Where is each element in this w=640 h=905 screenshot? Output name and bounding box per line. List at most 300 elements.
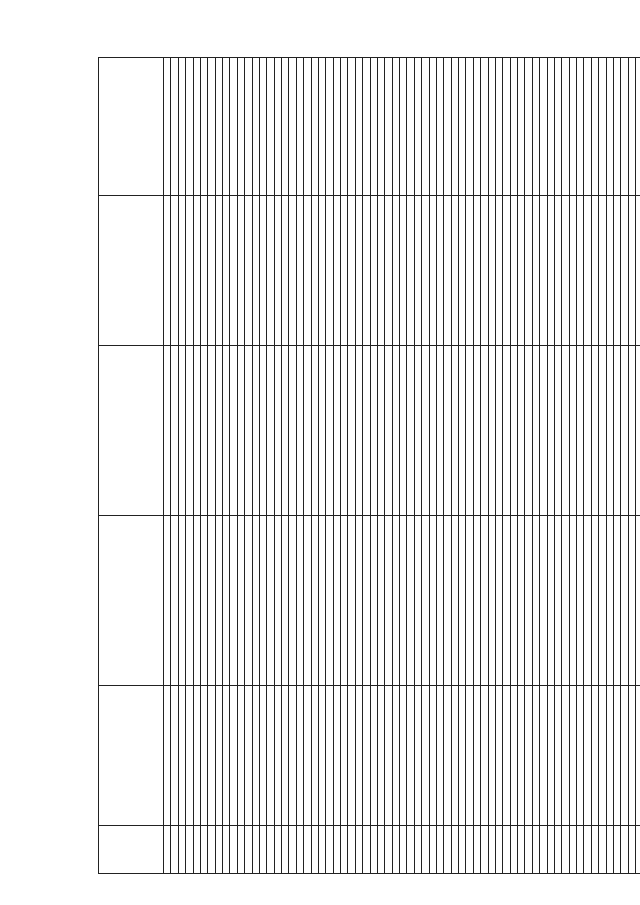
- cell-comms: [392, 58, 399, 196]
- table-row: [414, 58, 421, 874]
- cell-district: [577, 516, 584, 686]
- cell-district: [274, 516, 281, 686]
- cell-district: [540, 516, 547, 686]
- cell-subject: [385, 686, 392, 826]
- cell-subject: [178, 686, 185, 826]
- cell-locality: [488, 196, 495, 346]
- cell-comms: [186, 58, 193, 196]
- cell-district: [252, 516, 259, 686]
- cell-comms: [164, 58, 171, 196]
- cell-subject: [459, 686, 466, 826]
- cell-locality: [164, 196, 171, 346]
- cell-subject: [392, 686, 399, 826]
- cell-number: [466, 826, 473, 874]
- cell-subject: [510, 686, 517, 826]
- cell-subject: [282, 686, 289, 826]
- cell-comms: [510, 58, 517, 196]
- cell-number: [208, 826, 215, 874]
- cell-comms: [451, 58, 458, 196]
- cell-subject: [341, 686, 348, 826]
- cell-settlement: [540, 346, 547, 516]
- table-row: [422, 58, 429, 874]
- cell-number: [444, 826, 451, 874]
- table-row: [363, 58, 370, 874]
- table-row: [237, 58, 244, 874]
- cell-subject: [577, 686, 584, 826]
- cell-number: [503, 826, 510, 874]
- cell-settlement: [547, 346, 554, 516]
- cell-settlement: [186, 346, 193, 516]
- cell-number: [193, 826, 200, 874]
- cell-settlement: [252, 346, 259, 516]
- cell-locality: [547, 196, 554, 346]
- cell-locality: [363, 196, 370, 346]
- cell-settlement: [444, 346, 451, 516]
- cell-comms: [459, 58, 466, 196]
- table-row: [200, 58, 207, 874]
- cell-locality: [444, 196, 451, 346]
- cell-district: [400, 516, 407, 686]
- cell-comms: [429, 58, 436, 196]
- cell-locality: [186, 196, 193, 346]
- cell-locality: [503, 196, 510, 346]
- cell-comms: [215, 58, 222, 196]
- table-row: [171, 58, 178, 874]
- header-locality: [99, 196, 164, 346]
- cell-subject: [606, 686, 613, 826]
- cell-settlement: [466, 346, 473, 516]
- cell-comms: [296, 58, 303, 196]
- table-row: [370, 58, 377, 874]
- cell-settlement: [370, 346, 377, 516]
- cell-district: [341, 516, 348, 686]
- cell-subject: [326, 686, 333, 826]
- cell-district: [525, 516, 532, 686]
- cell-subject: [348, 686, 355, 826]
- cell-locality: [569, 196, 576, 346]
- header-settlement: [99, 346, 164, 516]
- cell-comms: [547, 58, 554, 196]
- cell-district: [230, 516, 237, 686]
- table-row: [186, 58, 193, 874]
- cell-district: [436, 516, 443, 686]
- table-row: [267, 58, 274, 874]
- cell-comms: [599, 58, 606, 196]
- cell-district: [569, 516, 576, 686]
- cell-district: [326, 516, 333, 686]
- cell-settlement: [304, 346, 311, 516]
- cell-settlement: [621, 346, 628, 516]
- cell-settlement: [355, 346, 362, 516]
- table-row: [318, 58, 325, 874]
- cell-locality: [414, 196, 421, 346]
- cell-locality: [562, 196, 569, 346]
- cell-comms: [304, 58, 311, 196]
- cell-settlement: [333, 346, 340, 516]
- cell-settlement: [569, 346, 576, 516]
- cell-district: [444, 516, 451, 686]
- cell-settlement: [414, 346, 421, 516]
- cell-comms: [355, 58, 362, 196]
- cell-number: [569, 826, 576, 874]
- table-row: [252, 58, 259, 874]
- table-row: [164, 58, 171, 874]
- cell-district: [377, 516, 384, 686]
- table-body: [164, 58, 640, 874]
- cell-settlement: [606, 346, 613, 516]
- cell-locality: [318, 196, 325, 346]
- cell-number: [318, 826, 325, 874]
- cell-locality: [400, 196, 407, 346]
- cell-locality: [451, 196, 458, 346]
- cell-settlement: [311, 346, 318, 516]
- cell-locality: [193, 196, 200, 346]
- table-row: [304, 58, 311, 874]
- cell-locality: [237, 196, 244, 346]
- cell-subject: [171, 686, 178, 826]
- cell-subject: [532, 686, 539, 826]
- cell-locality: [613, 196, 620, 346]
- cell-locality: [540, 196, 547, 346]
- table-row: [518, 58, 525, 874]
- cell-comms: [282, 58, 289, 196]
- cell-district: [451, 516, 458, 686]
- cell-number: [267, 826, 274, 874]
- table-row: [407, 58, 414, 874]
- cell-settlement: [400, 346, 407, 516]
- cell-settlement: [274, 346, 281, 516]
- cell-district: [473, 516, 480, 686]
- cell-locality: [259, 196, 266, 346]
- cell-locality: [591, 196, 598, 346]
- cell-district: [495, 516, 502, 686]
- cell-comms: [252, 58, 259, 196]
- cell-number: [296, 826, 303, 874]
- cell-subject: [503, 686, 510, 826]
- cell-comms: [636, 58, 640, 196]
- cell-comms: [503, 58, 510, 196]
- cell-comms: [577, 58, 584, 196]
- cell-comms: [178, 58, 185, 196]
- cell-number: [628, 826, 635, 874]
- cell-settlement: [407, 346, 414, 516]
- cell-subject: [407, 686, 414, 826]
- cell-district: [178, 516, 185, 686]
- cell-district: [459, 516, 466, 686]
- cell-district: [481, 516, 488, 686]
- cell-district: [488, 516, 495, 686]
- cell-subject: [628, 686, 635, 826]
- table-row: [274, 58, 281, 874]
- cell-district: [259, 516, 266, 686]
- cell-locality: [267, 196, 274, 346]
- cell-comms: [370, 58, 377, 196]
- cell-number: [186, 826, 193, 874]
- cell-comms: [414, 58, 421, 196]
- cell-comms: [223, 58, 230, 196]
- cell-subject: [591, 686, 598, 826]
- cell-locality: [385, 196, 392, 346]
- cell-district: [606, 516, 613, 686]
- cell-comms: [333, 58, 340, 196]
- cell-district: [355, 516, 362, 686]
- table-row: [223, 58, 230, 874]
- cell-number: [495, 826, 502, 874]
- cell-comms: [171, 58, 178, 196]
- cell-subject: [259, 686, 266, 826]
- cell-number: [525, 826, 532, 874]
- cell-number: [237, 826, 244, 874]
- cell-number: [621, 826, 628, 874]
- cell-comms: [289, 58, 296, 196]
- cell-settlement: [503, 346, 510, 516]
- cell-locality: [282, 196, 289, 346]
- cell-subject: [613, 686, 620, 826]
- table-row: [289, 58, 296, 874]
- cell-district: [414, 516, 421, 686]
- table-row: [532, 58, 539, 874]
- cell-district: [599, 516, 606, 686]
- cell-district: [547, 516, 554, 686]
- cell-locality: [429, 196, 436, 346]
- cell-number: [348, 826, 355, 874]
- cell-comms: [311, 58, 318, 196]
- cell-subject: [473, 686, 480, 826]
- table-row: [282, 58, 289, 874]
- cell-number: [429, 826, 436, 874]
- cell-comms: [326, 58, 333, 196]
- table-row: [178, 58, 185, 874]
- table-row: [348, 58, 355, 874]
- cell-comms: [569, 58, 576, 196]
- cell-comms: [488, 58, 495, 196]
- cell-comms: [400, 58, 407, 196]
- cell-district: [636, 516, 640, 686]
- table-row: [540, 58, 547, 874]
- cell-subject: [363, 686, 370, 826]
- cell-subject: [540, 686, 547, 826]
- cell-settlement: [532, 346, 539, 516]
- cell-district: [267, 516, 274, 686]
- cell-locality: [466, 196, 473, 346]
- cell-comms: [444, 58, 451, 196]
- cell-locality: [200, 196, 207, 346]
- cell-locality: [606, 196, 613, 346]
- cell-settlement: [599, 346, 606, 516]
- cell-district: [621, 516, 628, 686]
- cell-settlement: [223, 346, 230, 516]
- cell-comms: [621, 58, 628, 196]
- cell-settlement: [193, 346, 200, 516]
- cell-locality: [436, 196, 443, 346]
- cell-locality: [296, 196, 303, 346]
- cell-number: [392, 826, 399, 874]
- table-row: [208, 58, 215, 874]
- cell-locality: [326, 196, 333, 346]
- cell-comms: [540, 58, 547, 196]
- cell-settlement: [510, 346, 517, 516]
- cell-comms: [200, 58, 207, 196]
- table-row: [341, 58, 348, 874]
- cell-district: [385, 516, 392, 686]
- table-row: [554, 58, 561, 874]
- cell-subject: [245, 686, 252, 826]
- cell-subject: [200, 686, 207, 826]
- cell-number: [385, 826, 392, 874]
- cell-settlement: [377, 346, 384, 516]
- cell-number: [333, 826, 340, 874]
- cell-subject: [621, 686, 628, 826]
- cell-subject: [267, 686, 274, 826]
- cell-district: [193, 516, 200, 686]
- cell-comms: [341, 58, 348, 196]
- cell-number: [178, 826, 185, 874]
- cell-subject: [444, 686, 451, 826]
- cell-comms: [473, 58, 480, 196]
- cell-comms: [267, 58, 274, 196]
- table-row: [503, 58, 510, 874]
- cell-locality: [510, 196, 517, 346]
- cell-comms: [466, 58, 473, 196]
- cell-number: [377, 826, 384, 874]
- cell-district: [223, 516, 230, 686]
- cell-comms: [208, 58, 215, 196]
- cell-subject: [208, 686, 215, 826]
- cell-district: [562, 516, 569, 686]
- table-row: [569, 58, 576, 874]
- cell-locality: [422, 196, 429, 346]
- cell-settlement: [451, 346, 458, 516]
- cell-settlement: [495, 346, 502, 516]
- cell-comms: [532, 58, 539, 196]
- cell-settlement: [636, 346, 640, 516]
- table-row: [510, 58, 517, 874]
- cell-settlement: [348, 346, 355, 516]
- table-row: [621, 58, 628, 874]
- cell-comms: [518, 58, 525, 196]
- table-row: [495, 58, 502, 874]
- cell-comms: [628, 58, 635, 196]
- table-header-row: [99, 58, 164, 874]
- cell-locality: [289, 196, 296, 346]
- cell-locality: [274, 196, 281, 346]
- cell-district: [392, 516, 399, 686]
- cell-settlement: [267, 346, 274, 516]
- cell-locality: [584, 196, 591, 346]
- cell-comms: [348, 58, 355, 196]
- cell-district: [518, 516, 525, 686]
- rotated-sheet: [98, 58, 593, 874]
- cell-comms: [245, 58, 252, 196]
- cell-subject: [318, 686, 325, 826]
- cell-settlement: [518, 346, 525, 516]
- cell-comms: [481, 58, 488, 196]
- table-row: [215, 58, 222, 874]
- cell-subject: [525, 686, 532, 826]
- cell-subject: [164, 686, 171, 826]
- cell-settlement: [628, 346, 635, 516]
- cell-district: [466, 516, 473, 686]
- cell-locality: [481, 196, 488, 346]
- cell-locality: [577, 196, 584, 346]
- cell-locality: [525, 196, 532, 346]
- cell-comms: [237, 58, 244, 196]
- cell-number: [407, 826, 414, 874]
- table-row: [525, 58, 532, 874]
- cell-number: [414, 826, 421, 874]
- cell-number: [599, 826, 606, 874]
- cell-district: [215, 516, 222, 686]
- cell-number: [554, 826, 561, 874]
- cell-subject: [481, 686, 488, 826]
- cell-comms: [562, 58, 569, 196]
- table-row: [628, 58, 635, 874]
- cell-settlement: [613, 346, 620, 516]
- table-row: [451, 58, 458, 874]
- cell-settlement: [363, 346, 370, 516]
- cell-settlement: [318, 346, 325, 516]
- cell-settlement: [459, 346, 466, 516]
- cell-settlement: [385, 346, 392, 516]
- cell-settlement: [245, 346, 252, 516]
- cell-settlement: [562, 346, 569, 516]
- cell-settlement: [584, 346, 591, 516]
- cell-subject: [230, 686, 237, 826]
- cell-settlement: [591, 346, 598, 516]
- cell-district: [164, 516, 171, 686]
- cell-locality: [495, 196, 502, 346]
- cell-locality: [230, 196, 237, 346]
- cell-subject: [215, 686, 222, 826]
- cell-locality: [599, 196, 606, 346]
- cell-subject: [296, 686, 303, 826]
- cell-locality: [392, 196, 399, 346]
- table-row: [377, 58, 384, 874]
- cell-district: [628, 516, 635, 686]
- cell-comms: [230, 58, 237, 196]
- cell-comms: [606, 58, 613, 196]
- cell-comms: [193, 58, 200, 196]
- cell-number: [245, 826, 252, 874]
- cell-subject: [584, 686, 591, 826]
- cell-settlement: [208, 346, 215, 516]
- cell-subject: [193, 686, 200, 826]
- table-row: [392, 58, 399, 874]
- cell-subject: [422, 686, 429, 826]
- cell-settlement: [200, 346, 207, 516]
- cell-number: [636, 826, 640, 874]
- cell-district: [186, 516, 193, 686]
- cell-locality: [341, 196, 348, 346]
- table-row: [466, 58, 473, 874]
- table-row: [613, 58, 620, 874]
- cell-district: [584, 516, 591, 686]
- cell-number: [355, 826, 362, 874]
- cell-subject: [252, 686, 259, 826]
- cell-settlement: [171, 346, 178, 516]
- cell-subject: [488, 686, 495, 826]
- cell-settlement: [525, 346, 532, 516]
- cell-number: [584, 826, 591, 874]
- cell-subject: [495, 686, 502, 826]
- cell-district: [282, 516, 289, 686]
- settlements-table: [98, 57, 640, 874]
- cell-number: [311, 826, 318, 874]
- cell-number: [289, 826, 296, 874]
- cell-settlement: [481, 346, 488, 516]
- cell-settlement: [296, 346, 303, 516]
- cell-locality: [628, 196, 635, 346]
